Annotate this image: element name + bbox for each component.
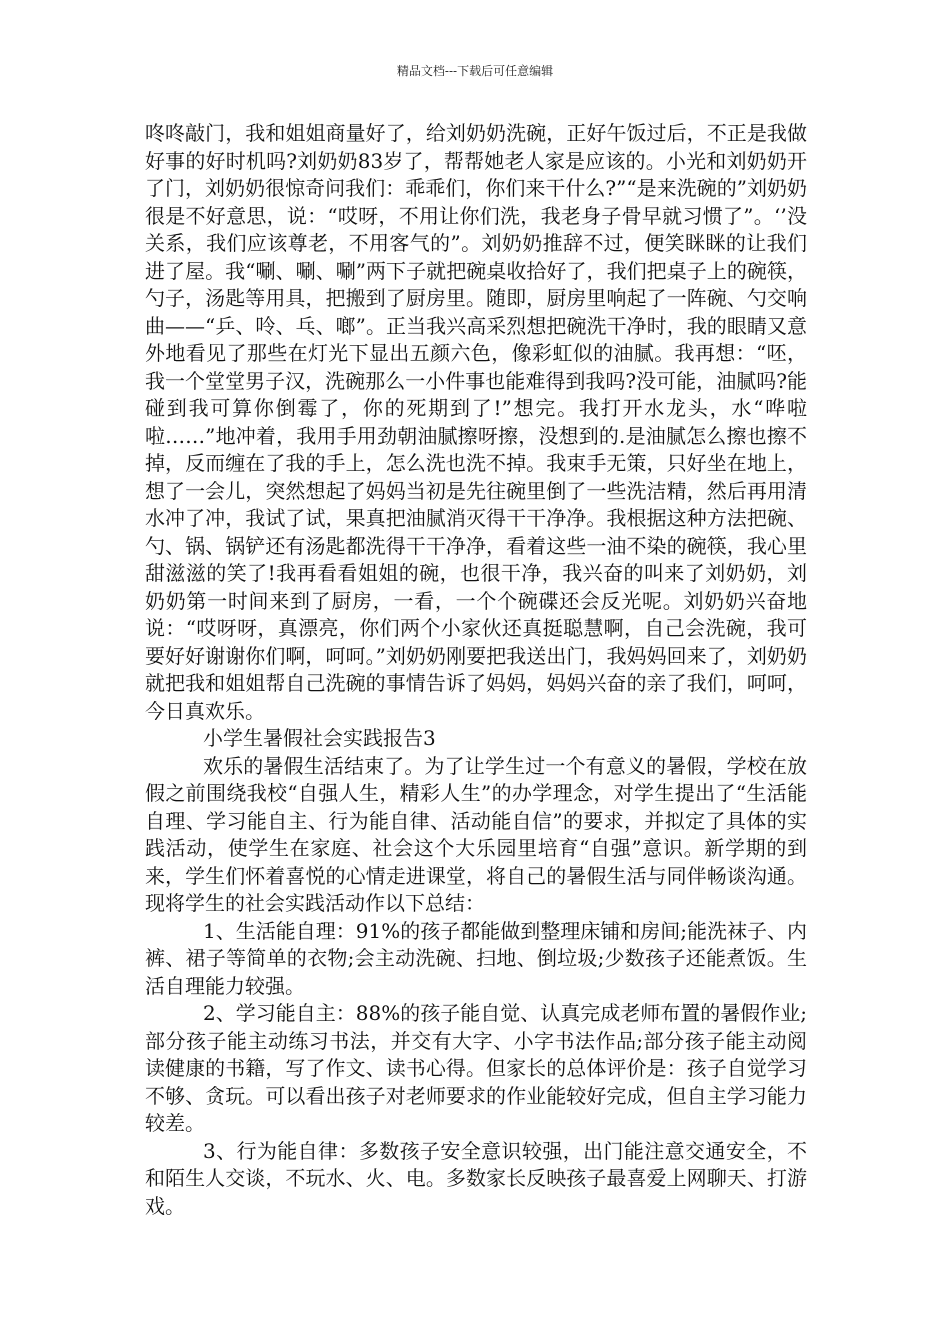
item-3-paragraph: 3、行为能自律：多数孩子安全意识较强，出门能注意交通安全，不和陌生人交谈，不玩水、火、电。多数家长反映孩子最喜爱上网聊天、打游戏。	[145, 1138, 807, 1218]
item-2-paragraph: 2、学习能自主：88%的孩子能自觉、认真完成老师布置的暑假作业;部分孩子能主动练习书法，并交有大字、小字书法作品;部分孩子能主动阅读健康的书籍，写了作文、读书心得。但家长的总体评价是：孩子自觉学习不够、贪玩。可以看出孩子对老师要求的作业能较好完成，但自主学习能力较差。	[145, 1001, 807, 1135]
intro-paragraph: 欢乐的暑假生活结束了。为了让学生过一个有意义的暑假，学校在放假之前围绕我校“自强人生，精彩人生”的办学理念，对学生提出了“生活能自理、学习能自主、行为能自律、活动能自信”的要求，并拟定了具体的实践活动，使学生在家庭、社会这个大乐园里培育“自强”意识。新学期的到来，学生们怀着喜悦的心情走进课堂，将自己的暑假生活与同伴畅谈沟通。现将学生的社会实践活动作以下总结：	[145, 753, 807, 915]
section-heading: 小学生暑假社会实践报告3	[203, 726, 436, 750]
page-header: 精品文档---下载后可任意编辑	[396, 64, 554, 78]
document-body	[145, 120, 807, 1220]
story-paragraph: 咚咚敲门，我和姐姐商量好了，给刘奶奶洗碗，正好午饭过后，不正是我做好事的好时机吗?刘奶奶83岁了，帮帮她老人家是应该的。小光和刘奶奶开了门，刘奶奶很惊奇问我们：乖乖们，你们来干什么?”“是来洗碗的”刘奶奶很是不好意思，说：“哎呀，不用让你们洗，我老身子骨早就习惯了”。‘’没关系，我们应该尊老，不用客气的”。刘奶奶推辞不过，便笑眯眯的让我们进了屋。我“唰、唰、唰”两下子就把碗桌收拾好了，我们把桌子上的碗筷，勺子，汤匙等用具，把搬到了厨房里。随即，厨房里响起了一阵碗、勺交响曲——“乒、呤、乓、啷”。正当我兴高采烈想把碗洗干净时，我的眼睛又意外地看见了那些在灯光下显出五颜六色，像彩虹似的油腻。我再想：“呸，我一个堂堂男子汉，洗碗那么一小件事也能难得到我吗?没可能，油腻吗?能碰到我可算你倒霉了，你的死期到了!”想完。我打开水龙头，水“哗啦啦……”地冲着，我用手用劲朝油腻擦呀擦，没想到的.是油腻怎么擦也擦不掉，反而缠在了我的手上，怎么洗也洗不掉。我束手无策，只好坐在地上，想了一会儿，突然想起了妈妈当初是先往碗里倒了一些洗洁精，然后再用清水冲了冲，我试了试，果真把油腻消灭得干干净净。我根据这种方法把碗、勺、锅、锅铲还有汤匙都洗得干干净净，看着这些一油不染的碗筷，我心里甜滋滋的笑了!我再看看姐姐的碗，也很干净，我兴奋的叫来了刘奶奶，刘奶奶第一时间来到了厨房，一看，一个个碗碟还会反光呢。刘奶奶兴奋地说：“哎呀呀，真漂亮，你们两个小家伙还真挺聪慧啊，自己会洗碗，我可要好好谢谢你们啊，呵呵。”刘奶奶刚要把我送出门，我妈妈回来了，刘奶奶就把我和姐姐帮自己洗碗的事情告诉了妈妈，妈妈兴奋的亲了我们，呵呵，今日真欢乐。	[145, 121, 807, 723]
item-1-paragraph: 1、生活能自理：91%的孩子都能做到整理床铺和房间;能洗袜子、内裤、裙子等简单的衣物;会主动洗碗、扫地、倒垃圾;少数孩子还能煮饭。生活自理能力较强。	[145, 918, 807, 998]
